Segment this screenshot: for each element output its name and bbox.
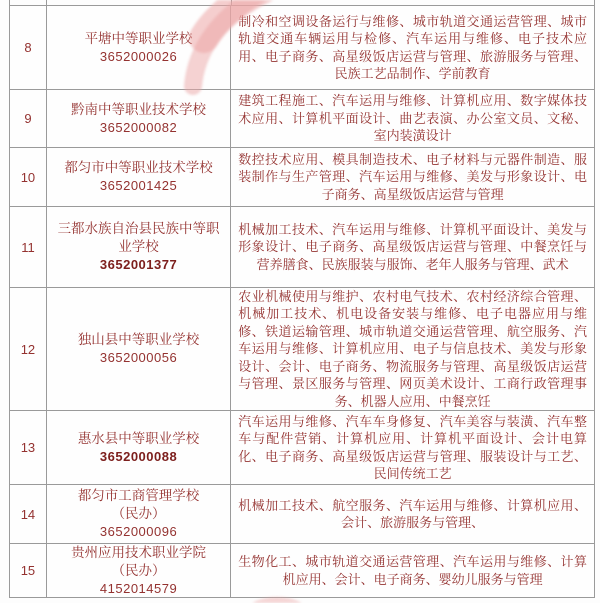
school-code: 3652000056 — [99, 350, 178, 365]
school-cell — [47, 288, 231, 410]
school-cell — [47, 411, 231, 484]
school-program-table — [9, 5, 595, 598]
school-org-type: （民办） — [111, 562, 166, 578]
school-code: 4152014579 — [99, 580, 178, 596]
table-row-14 — [10, 485, 594, 544]
row-number: 14 — [10, 485, 47, 543]
table-row-10 — [10, 148, 594, 207]
school-name: 黔南中等职业技术学校 — [71, 101, 207, 117]
program-list: 数控技术应用、模具制造技术、电子材料与元器件制造、服装制作与生产管理、汽车运用与维修、美发与形象设计、电子商务、高星级饭店运营与管理 — [238, 151, 587, 202]
program-list: 机械加工技术、汽车运用与维修、计算机平面设计、美发与形象设计、电子商务、高星级饭店运营与管理、中餐烹饪与营养膳食、民族服装与服饰、老年人服务与管理、武术 — [238, 221, 587, 272]
school-cell — [47, 544, 231, 597]
program-list: 生物化工、城市轨道交通运营管理、汽车运用与维修、计算机应用、会计、电子商务、婴幼儿服务与管理 — [238, 554, 587, 587]
table-row-8 — [10, 6, 594, 90]
program-list: 机械加工技术、航空服务、汽车运用与维修、计算机应用、会计、旅游服务与管理、 — [238, 497, 587, 530]
program-list: 建筑工程施工、汽车运用与维修、计算机应用、数字媒体技术应用、计算机平面设计、曲艺表演、办公室文员、文秘、室内装潢设计 — [238, 93, 587, 144]
row-number: 9 — [10, 90, 47, 147]
school-code: 3652000082 — [99, 119, 178, 135]
school-code: 3652000026 — [99, 48, 178, 64]
row-number: 11 — [10, 207, 47, 287]
school-name: 贵州应用技术职业学院 — [71, 544, 207, 560]
program-list: 农业机械使用与维护、农村电气技术、农村经济综合管理、机械加工技术、机电设备安装与维修、电子电器应用与维修、铁道运输管理、城市轨道交通运营管理、航空服务、汽车运用与维修、计算机应用、电子与信息技术、美发与形象设计、会计、电子商务、物流服务与管理、高星级饭店运营与管理、景区服务与管理、网页美术设计、工商行政管理事务、机器人应用、中餐烹饪 — [238, 288, 587, 409]
school-name: 都匀市工商管理学校 — [77, 488, 200, 503]
row-number: 8 — [10, 6, 47, 89]
row-number: 13 — [10, 411, 47, 484]
table-row-9 — [10, 90, 594, 148]
school-code: 3652001377 — [99, 257, 178, 272]
school-cell — [47, 207, 231, 287]
school-cell — [47, 6, 231, 89]
school-name: 平塘中等职业学校 — [84, 30, 193, 46]
table-row-13 — [10, 411, 594, 485]
school-org-type: （民办） — [111, 506, 166, 521]
row-number: 15 — [10, 544, 47, 597]
school-code: 3652000096 — [99, 524, 178, 539]
row-number: 12 — [10, 288, 47, 410]
school-name: 惠水县中等职业学校 — [77, 430, 200, 446]
table-row-11 — [10, 207, 594, 288]
table-row-15 — [10, 544, 594, 598]
school-code: 3652000088 — [99, 448, 178, 464]
school-cell — [47, 148, 231, 206]
row-number: 10 — [10, 148, 47, 206]
school-code: 3652001425 — [99, 178, 178, 193]
program-list: 制冷和空调设备运行与维修、城市轨道交通运营管理、城市轨道交通车辆运用与检修、汽车运用与维修、电子技术应用、电子商务、高星级饭店运营与管理、旅游服务与管理、民族工艺品制作、学前教育 — [238, 13, 587, 81]
school-name: 三都水族自治县民族中等职业学校 — [57, 221, 220, 254]
school-cell — [47, 90, 231, 147]
school-cell — [47, 485, 231, 543]
school-name: 独山县中等职业学校 — [77, 332, 200, 347]
school-name: 都匀市中等职业技术学校 — [64, 160, 213, 175]
program-list: 汽车运用与维修、汽车车身修复、汽车美容与装潢、汽车整车与配件营销、计算机应用、计算机平面设计、会计电算化、电子商务、高星级饭店运营与管理、服装设计与工艺、民间传统工艺 — [238, 413, 587, 481]
table-row-12 — [10, 288, 594, 411]
